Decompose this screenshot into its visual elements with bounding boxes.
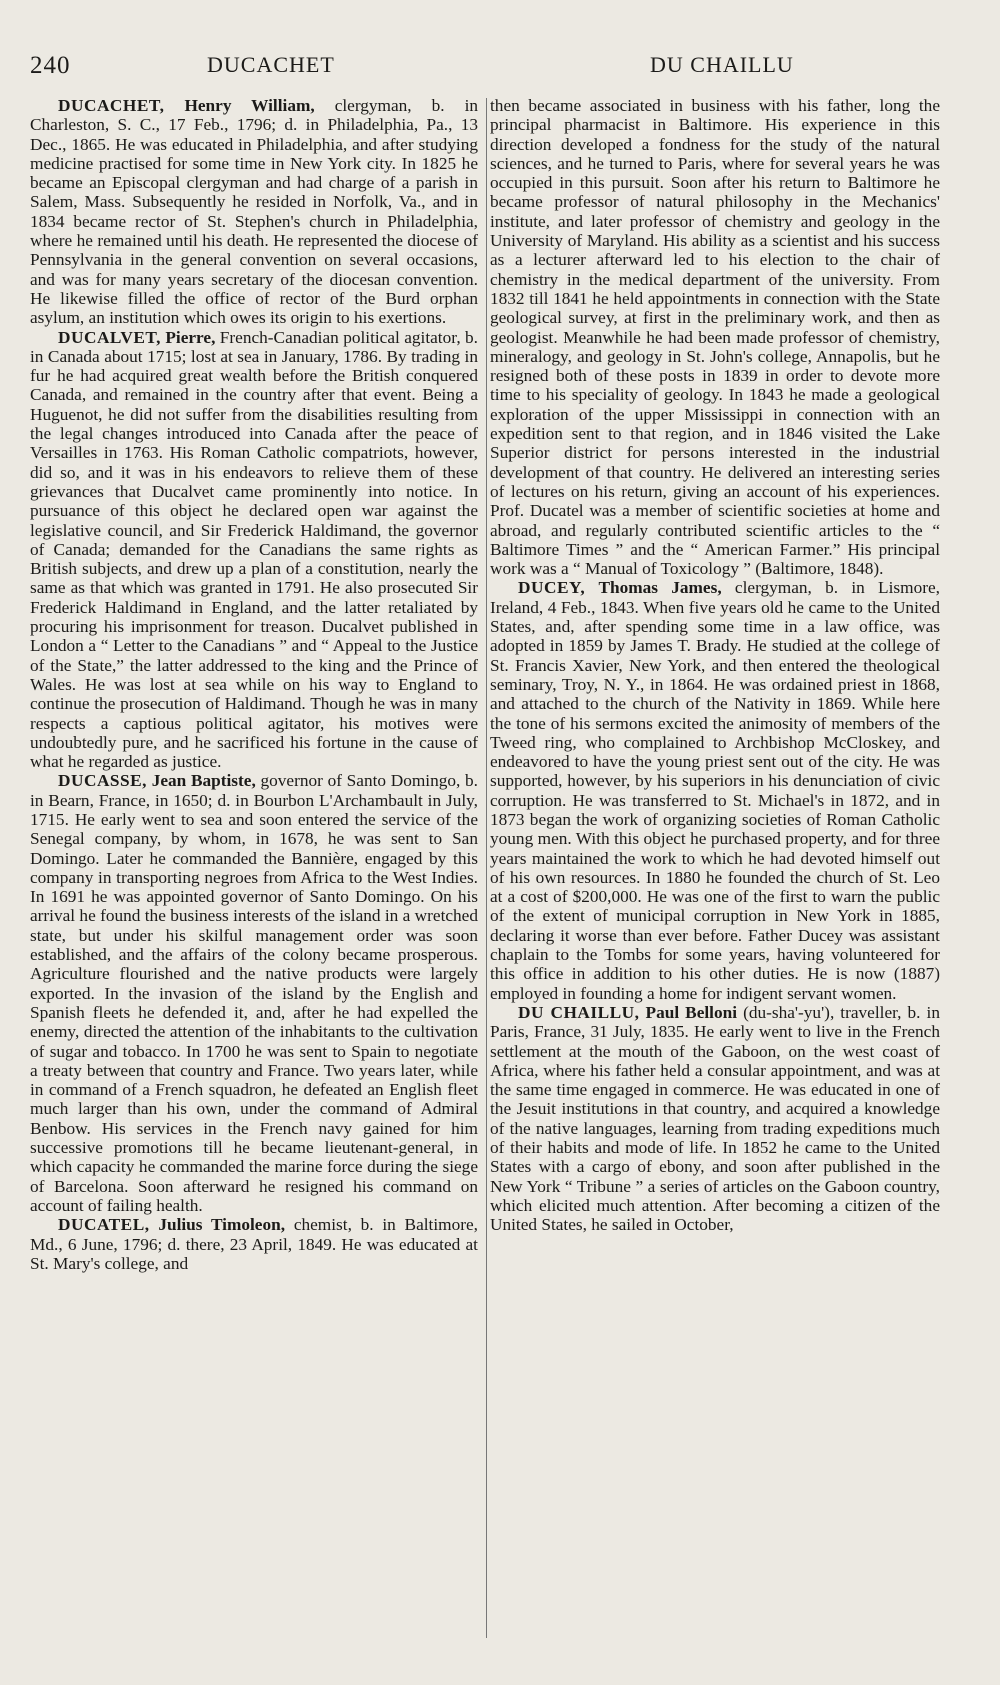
entry-text: chemist, b. in Baltimore, Md., 6 June, 1796; d. there, 23 April, 1849. He was educated at St. Mary's college, and (30, 1215, 478, 1273)
entry-given-name: Paul Belloni (645, 1002, 738, 1022)
entry-text: (du-sha'-yu'), traveller, b. in Paris, France, 31 July, 1835. He early went to live in the French settlement at the mouth of the Gaboon, on the west coast of Africa, where his father held a consular appointment, and was at the same time engaged in commerce. He was educated in one of the Jesuit institutions in that country, and acquired a knowledge of the native languages, learning from trading expeditions much of their habits and mode of life. In 1852 he came to the United States with a cargo of ebony, and soon after published in the New York “ Tribune ” a series of articles on the Gaboon country, which elicited much attention. After becoming a citizen of the United States, he sailed in October, (490, 1002, 940, 1235)
entry-text: clergyman, b. in Charleston, S. C., 17 Feb., 1796; d. in Philadelphia, Pa., 13 Dec., 1865. He was educated in Philadelphia, and after studying medicine practised for some time in New York city. In 1825 he became an Episcopal clergyman and had charge of a parish in Salem, Mass. Subsequently he resided in Norfolk, Va., and in 1834 became rector of St. Stephen's church in Philadelphia, where he remained until his death. He represented the diocese of Pennsylvania in the general convention on several occasions, and was for many years secretary of the diocesan convention. He likewise filled the office of rector of the Burd orphan asylum, an institution which owes its origin to his exertions. (30, 96, 479, 328)
entry-text: governor of Santo Domingo, b. in Bearn, France, in 1650; d. in Bourbon L'Archambault in July, 1715. He early went to sea and soon entered the service of the Senegal company, by whom, in 1678, he was sent to San Domingo. Later he commanded the Bannière, engaged by this company in transporting negroes from Africa to the West Indies. In 1691 he was appointed governor of Santo Domingo. On his arrival he found the business interests of the island in a wretched state, but under his skilful management order was soon established, and the affairs of the colony became prosperous. Agriculture flourished and the native products were largely exported. In the invasion of the island by the English and Spanish fleets he defended it, and, after he had expelled the enemy, directed the attention of the inhabitants to the cultivation of sugar and tobacco. In 1700 he was sent to Spain to negotiate a treaty between that country and France. Two years later, while in command of a French squadron, he defeated an English fleet much larger than his own, under the command of Admiral Benbow. His services in the French navy gained for him successive promotions till he became lieutenant-general, in which capacity he commanded the marine force during the siege of Barcelona. Soon afterward he resigned his command on account of failing health. (30, 771, 478, 1215)
entry-ducalvet (30, 328, 478, 772)
entry-given-name: Pierre, (165, 327, 216, 347)
entry-surname: DUCALVET, (58, 327, 161, 347)
entry-text: French-Canadian political agitator, b. in Canada about 1715; lost at sea in January, 1786. By trading in fur he had acquired great wealth before the British conquered Canada, and remained in the country after that event. Being a Huguenot, he did not suffer from the disabilities resulting from the legal changes introduced into Canada after the peace of Versailles in 1763. His Roman Catholic compatriots, however, did so, and it was in his endeavors to relieve them of these grievances that Ducalvet came prominently into notice. In pursuance of this object he declared open war against the legislative council, and Sir Frederick Haldimand, the governor of Canada; demanded for the Canadians the same rights as British subjects, and drew up a plan of a constitution, nearly the same as that which was granted in 1791. He also prosecuted Sir Frederick Haldimand in England, and the latter retaliated by procuring his imprisonment for treason. Ducalvet published in London a “ Letter to the Canadians ” and “ Appeal to the Justice of the State,” the latter addressed to the king and the Prince of Wales. He was lost at sea while on his way to England to continue the prosecution of Haldimand. Though he was in many respects a captious political agitator, his motives were undoubtedly pure, and he sacrificed his fortune in the cause of what he regarded as justice. (30, 327, 478, 772)
left-column (30, 96, 478, 1273)
entry-given-name: Jean Baptiste, (151, 771, 256, 791)
entry-ducey (490, 578, 940, 1003)
running-head (30, 50, 900, 80)
entry-du-chaillu (490, 1003, 940, 1235)
entry-surname: DUCASSE, (58, 771, 147, 791)
running-head-left: DUCACHET (207, 52, 335, 77)
entry-ducasse (30, 771, 478, 1215)
running-head-right: DU CHAILLU (650, 52, 794, 77)
entry-text: clergyman, b. in Lismore, Ireland, 4 Feb., 1843. When five years old he came to the United States, and, after spending some time in a law office, was adopted in 1859 by James T. Brady. He studied at the college of St. Francis Xavier, New York, and then entered the theological seminary, Troy, N. Y., in 1864. He was ordained priest in 1868, and attached to the church of the Nativity in 1869. While here the tone of his sermons excited the animosity of members of the Tweed ring, who complained to Archbishop McCloskey, and endeavored to have the young priest sent out of the city. He was supported, however, by his superiors in his denunciation of civic corruption. He was transferred to St. Michael's in 1872, and in 1873 began the work of organizing societies of Roman Catholic young men. With this object he purchased property, and for three years maintained the work to which he had devoted himself out of his own resources. In 1880 he founded the church of St. Leo at a cost of $200,000. He was one of the first to warn the public of the extent of municipal corruption in New York in 1885, declaring it worse than ever before. Father Ducey was assistant chaplain to the Tombs for some years, having volunteered for this office in addition to his other duties. He is now (1887) employed in founding a home for indigent servant women. (490, 578, 940, 1003)
entry-ducachet (30, 96, 478, 328)
entry-surname: DUCATEL, (58, 1215, 150, 1235)
entry-given-name: Thomas James, (598, 578, 722, 598)
entry-surname: DU CHAILLU, (518, 1002, 640, 1022)
column-divider (486, 98, 487, 1638)
entry-given-name: Henry William, (184, 96, 315, 115)
right-column (490, 96, 940, 1235)
entry-surname: DUCEY, (518, 578, 586, 598)
page-number: 240 (30, 52, 71, 79)
entry-ducatel-continued: then became associated in business with his father, long the principal pharmacist in Baltimore. His experience in this direction developed a fondness for the study of the natural sciences, and he turned to Paris, where for several years he was occupied in this pursuit. Soon after his return to Baltimore he became professor of natural philosophy in the Mechanics' institute, and later professor of chemistry and geology in the University of Maryland. His ability as a scientist and his success as a lecturer afterward led to his election to the chair of chemistry in the medical department of the university. From 1832 till 1841 he held appointments in connection with the State geological survey, at first in the preliminary work, and then as geologist. Meanwhile he had been made professor of chemistry, mineralogy, and geology in St. John's college, Annapolis, but he resigned both of these posts in 1839 in order to devote more time to his speciality of geology. In 1843 he made a geological exploration of the upper Mississippi in connection with an expedition sent to that region, and in 1846 visited the Lake Superior district for persons interested in the industrial development of that country. He delivered an interesting series of lectures on his return, giving an account of his experiences. Prof. Ducatel was a member of scientific societies at home and abroad, and regularly contributed scientific articles to the “ Baltimore Times ” and the “ American Farmer.” His principal work was a “ Manual of Toxicology ” (Baltimore, 1848). (490, 96, 940, 579)
entry-given-name: Julius Timoleon, (158, 1215, 286, 1235)
entry-surname: DUCACHET, (58, 96, 165, 115)
entry-ducatel (30, 1215, 478, 1273)
